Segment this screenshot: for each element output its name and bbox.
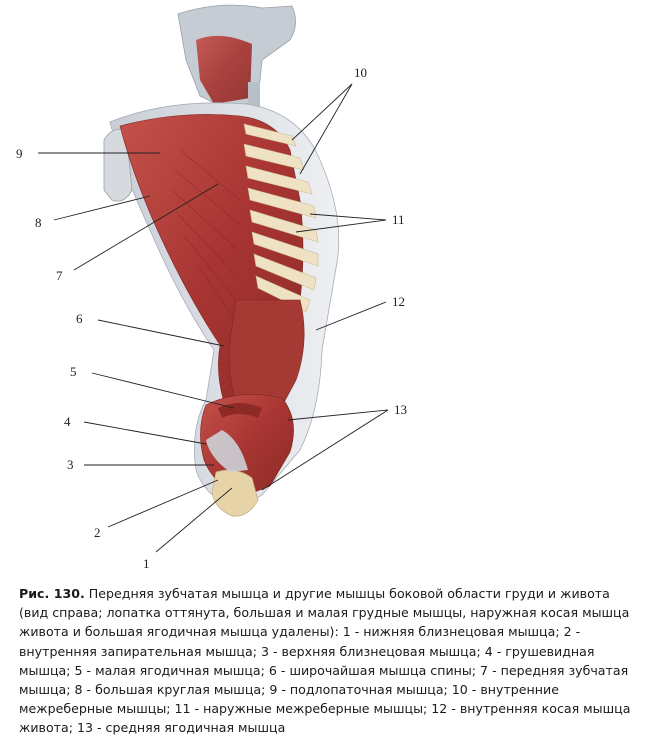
- figure-label-7: 7: [56, 268, 63, 283]
- figure-label-13: 13: [394, 402, 407, 417]
- figure-label-11: 11: [392, 212, 405, 227]
- caption-title: Рис. 130.: [19, 586, 85, 601]
- caption-text: Передняя зубчатая мышца и другие мышцы боковой области груди и живота (вид справа; лопатка оттянута, большая и малая грудные мышцы, наружная косая мышца живота и большая ягодичная мышца удалены): 1 - нижняя близнецовая мышца; 2 - внутренняя запирательная мышца; 3 - верхняя близнецовая мышца; 4 - грушевидная мышца; 5 - малая ягодичная мышца; 6 - широчайшая мышца спины; 7 - передняя зубчатая мышца; 8 - большая круглая мышца; 9 - подлопаточная мышца; 10 - внутренние межреберные мышцы; 11 - наружные межреберные мышцы; 12 - внутренняя косая мышца живота; 13 - средняя ягодичная мышца: [19, 586, 631, 736]
- figure-label-4: 4: [64, 414, 71, 429]
- figure-label-12: 12: [392, 294, 405, 309]
- figure-caption: [19, 584, 641, 738]
- figure-label-3: 3: [67, 457, 74, 472]
- figure-label-5: 5: [70, 364, 77, 379]
- figure-label-2: 2: [94, 525, 101, 540]
- figure-label-8: 8: [35, 215, 42, 230]
- figure-label-9: 9: [16, 146, 23, 161]
- figure-label-1: 1: [143, 556, 150, 571]
- figure-label-6: 6: [76, 311, 83, 326]
- figure-label-10: 10: [354, 65, 367, 80]
